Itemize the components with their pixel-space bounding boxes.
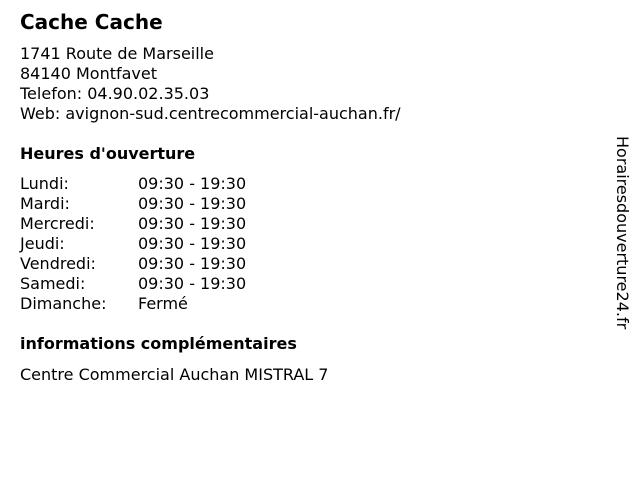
- day-label: Mardi:: [20, 194, 70, 213]
- info-heading: informations complémentaires: [20, 334, 297, 353]
- hours-row: [20, 194, 246, 214]
- phone-line: [20, 84, 401, 104]
- hours-value: 09:30 - 19:30: [138, 194, 247, 213]
- opening-hours-table: [20, 174, 246, 314]
- hours-row: [20, 234, 246, 254]
- hours-value: 09:30 - 19:30: [138, 174, 247, 193]
- hours-value: 09:30 - 19:30: [138, 274, 247, 293]
- hours-value: Fermé: [138, 294, 188, 313]
- hours-row: [20, 254, 246, 274]
- web-line: [20, 104, 401, 124]
- hours-row: [20, 174, 246, 194]
- website-link[interactable]: avignon-sud.centrecommercial-auchan.fr/: [65, 104, 401, 123]
- phone-number[interactable]: 04.90.02.35.03: [87, 84, 210, 103]
- hours-value: 09:30 - 19:30: [138, 254, 247, 273]
- day-label: Mercredi:: [20, 214, 95, 233]
- store-name: Cache Cache: [20, 10, 163, 34]
- hours-value: 09:30 - 19:30: [138, 214, 247, 233]
- day-label: Samedi:: [20, 274, 86, 293]
- address-line-2: 84140 Montfavet: [20, 64, 158, 83]
- hours-row: [20, 214, 246, 234]
- hours-row: [20, 294, 246, 314]
- site-watermark: Horairesdouverture24.fr: [613, 136, 632, 330]
- day-label: Dimanche:: [20, 294, 107, 313]
- day-label: Jeudi:: [20, 234, 65, 253]
- day-label: Vendredi:: [20, 254, 96, 273]
- web-label: Web:: [20, 104, 61, 123]
- address-line-1: 1741 Route de Marseille: [20, 44, 214, 63]
- info-text: Centre Commercial Auchan MISTRAL 7: [20, 365, 329, 384]
- store-address-block: [20, 44, 401, 124]
- hours-value: 09:30 - 19:30: [138, 234, 247, 253]
- hours-heading: Heures d'ouverture: [20, 144, 196, 163]
- hours-row: [20, 274, 246, 294]
- phone-label: Telefon:: [20, 84, 83, 103]
- day-label: Lundi:: [20, 174, 69, 193]
